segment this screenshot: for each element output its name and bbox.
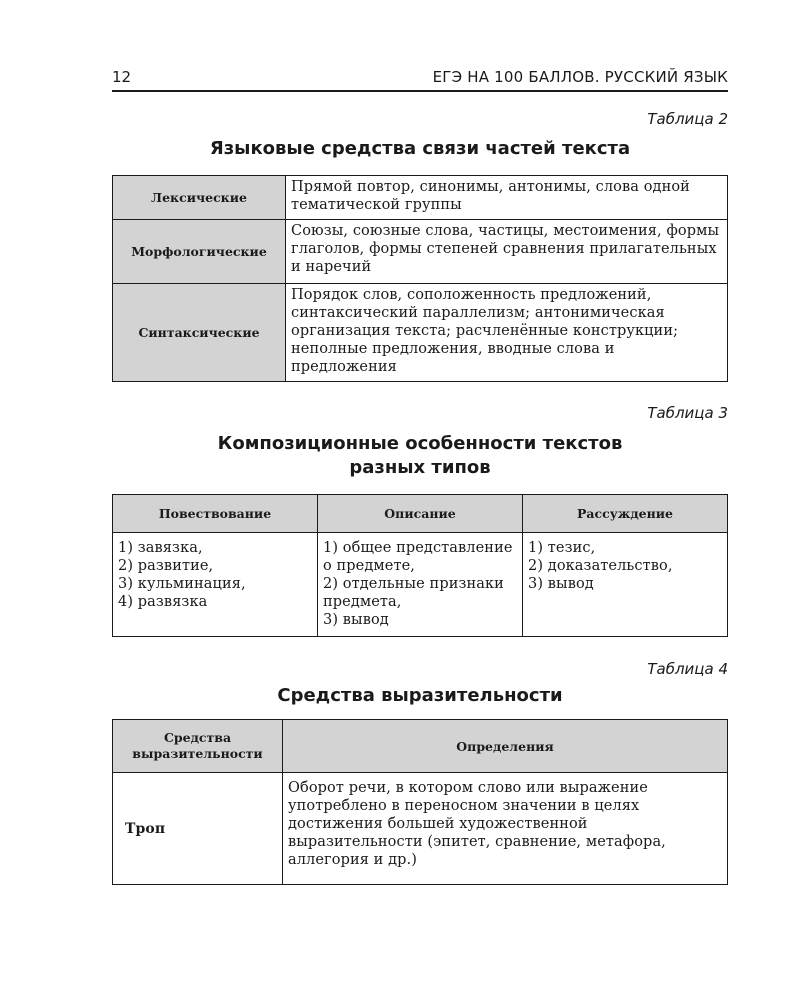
table2-title: Языковые средства связи частей текста (209, 138, 631, 159)
table3-label: Таблица 3 (647, 404, 728, 422)
table-row (113, 284, 728, 382)
table4-label: Таблица 4 (647, 660, 728, 678)
table3-title-line2: разных типов (349, 457, 491, 478)
table2 (112, 175, 728, 382)
list-item: 1) общее представление о предмете, (323, 540, 513, 574)
running-title: ЕГЭ НА 100 БАЛЛОВ. РУССКИЙ ЯЗЫК (432, 68, 728, 86)
table2-type: Синтаксические (113, 284, 286, 382)
column-header: Описание (318, 495, 523, 533)
column-header: Повествование (113, 495, 318, 533)
page-header (112, 66, 728, 92)
table2-description: Порядок слов, соположенность предложений, синтаксический параллелизм; антонимическая организация текста; расчленённые конструкции; неполные предложения, вводные слова и предложения (286, 284, 728, 382)
table4-title: Средства выразительности (277, 685, 563, 706)
list-item: 3) кульминация, (118, 576, 246, 592)
table2-description: Союзы, союзные слова, частицы, местоимения, формы глаголов, формы степеней сравнения прилагательных и наречий (286, 220, 728, 284)
table-row (113, 773, 728, 885)
table-header-row (113, 495, 728, 533)
list-item: 2) развитие, (118, 558, 214, 574)
table4-term: Троп (113, 773, 283, 885)
list-item: 2) доказательство, (528, 558, 673, 574)
list-item: 2) отдельные признаки предмета, (323, 576, 504, 610)
table-header-row (113, 720, 728, 773)
table2-type: Морфологические (113, 220, 286, 284)
table3-cell-description (318, 533, 523, 637)
table3-title (112, 432, 728, 480)
column-header: Средства выразительности (113, 720, 283, 773)
table-row (113, 220, 728, 284)
table4 (112, 719, 728, 885)
column-header: Рассуждение (523, 495, 728, 533)
list-item: 3) вывод (528, 576, 594, 592)
table2-description: Прямой повтор, синонимы, антонимы, слова одной тематической группы (286, 176, 728, 220)
table-row (113, 533, 728, 637)
list-item: 1) тезис, (528, 540, 596, 556)
table3 (112, 494, 728, 637)
table2-label: Таблица 2 (647, 110, 728, 128)
table3-cell-narration (113, 533, 318, 637)
page-number: 12 (112, 68, 132, 86)
table3-cell-reasoning (523, 533, 728, 637)
table4-definition: Оборот речи, в котором слово или выражение употреблено в переносном значении в целях достижения большей художественной выразительности (эпитет, сравнение, метафора, аллегория и др.) (283, 773, 728, 885)
column-header: Определения (283, 720, 728, 773)
table2-type: Лексические (113, 176, 286, 220)
table-row (113, 176, 728, 220)
list-item: 4) развязка (118, 594, 208, 610)
list-item: 3) вывод (323, 612, 389, 628)
table3-title-line1: Композиционные особенности текстов (217, 433, 623, 454)
list-item: 1) завязка, (118, 540, 203, 556)
